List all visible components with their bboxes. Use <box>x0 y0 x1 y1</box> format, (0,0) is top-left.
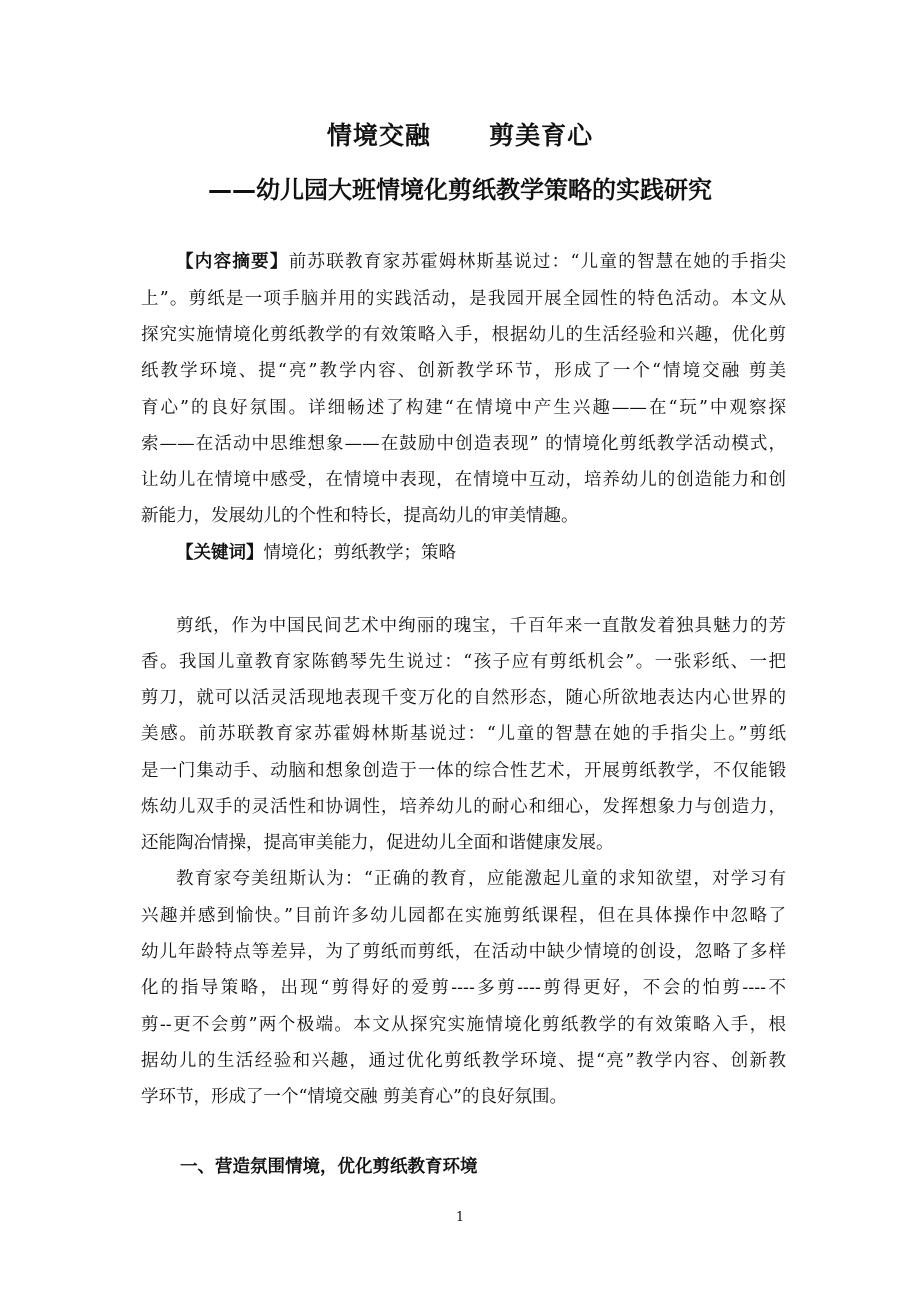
page-number: 1 <box>455 1210 465 1225</box>
abstract-line: 纸教学环境、提“亮”教学内容、创新教学环节，形成了一个“情境交融 剪美 <box>141 361 786 381</box>
section-heading: 一、营造氛围情境，优化剪纸教育环境 <box>180 1157 478 1177</box>
body-line: 是一门集动手、动脑和想象创造于一体的综合性艺术，开展剪纸教学，不仅能锻 <box>141 761 786 781</box>
document-title: 情境交融 剪美育心 <box>326 121 594 150</box>
abstract-line: 上”。剪纸是一项手脑并用的实践活动，是我园开展全园性的特色活动。本文从 <box>141 289 786 309</box>
body-line: 香。我国儿童教育家陈鹤琴先生说过：“孩子应有剪纸机会”。一张彩纸、一把 <box>141 652 786 672</box>
keywords-text: 情境化；剪纸教学；策略 <box>263 543 456 563</box>
body-line: 剪纸，作为中国民间艺术中绚丽的瑰宝，千百年来一直散发着独具魅力的芳 <box>176 616 786 636</box>
body-line: 幼儿年龄特点等差异，为了剪纸而剪纸，在活动中缺少情境的创设，忽略了多样 <box>141 942 786 962</box>
body-line: 学环节，形成了一个“情境交融 剪美育心”的良好氛围。 <box>141 1087 567 1107</box>
abstract-line-text: 前苏联教育家苏霍姆林斯基说过：“儿童的智慧在她的手指尖 <box>288 252 786 272</box>
abstract-line <box>176 248 786 278</box>
keywords-label: 【关键词】 <box>176 543 264 563</box>
abstract-line: 索——在活动中思维想象——在鼓励中创造表现” 的情境化剪纸教学活动模式， <box>141 434 786 454</box>
abstract-line: 探究实施情境化剪纸教学的有效策略入手，根据幼儿的生活经验和兴趣，优化剪 <box>141 325 786 345</box>
abstract-line: 让幼儿在情境中感受，在情境中表现，在情境中互动，培养幼儿的创造能力和创 <box>141 470 786 490</box>
body-line: 炼幼儿双手的灵活性和协调性，培养幼儿的耐心和细心，发挥想象力与创造力， <box>141 797 786 817</box>
body-line: 兴趣并感到愉快。”目前许多幼儿园都在实施剪纸课程，但在具体操作中忽略了 <box>141 906 786 926</box>
abstract-line: 新能力，发展幼儿的个性和特长，提高幼儿的审美情趣。 <box>141 506 579 526</box>
body-line: 教育家夸美纽斯认为：“正确的教育，应能激起儿童的求知欲望，对学习有 <box>176 869 786 889</box>
body-line: 剪刀，就可以活灵活现地表现千变万化的自然形态，随心所欲地表达内心世界的 <box>141 688 786 708</box>
body-line: 化的指导策略，出现“剪得好的爱剪----多剪----剪得更好，不会的怕剪----不 <box>141 978 786 998</box>
keywords-line <box>176 539 786 569</box>
document-subtitle: ——幼儿园大班情境化剪纸教学策略的实践研究 <box>208 176 712 204</box>
abstract-label: 【内容摘要】 <box>176 252 289 272</box>
abstract-line: 育心”的良好氛围。详细畅述了构建“在情境中产生兴趣——在“玩”中观察探 <box>141 398 786 418</box>
body-line: 剪--更不会剪”两个极端。本文从探究实施情境化剪纸教学的有效策略入手，根 <box>141 1015 786 1035</box>
body-line: 美感。前苏联教育家苏霍姆林斯基说过：“儿童的智慧在她的手指尖上。”剪纸 <box>141 724 786 744</box>
body-line: 据幼儿的生活经验和兴趣，通过优化剪纸教学环境、提“亮”教学内容、创新教 <box>141 1051 786 1071</box>
body-line: 还能陶冶情操，提高审美能力，促进幼儿全面和谐健康发展。 <box>141 833 614 853</box>
